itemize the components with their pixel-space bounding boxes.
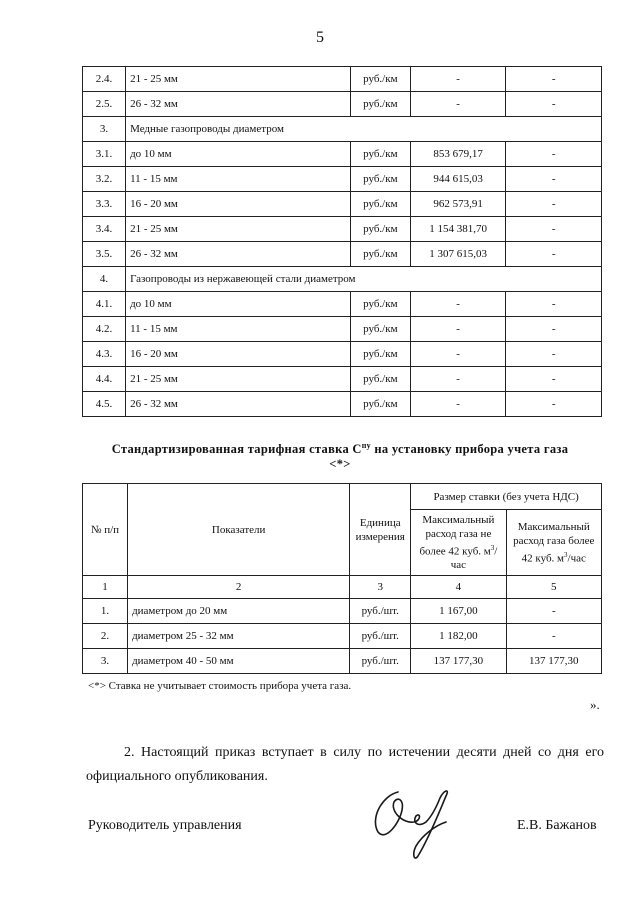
- row-name: диаметром 25 - 32 мм: [128, 624, 350, 649]
- header-unit: Единица измерения: [350, 484, 411, 576]
- row-name: диаметром до 20 мм: [128, 599, 350, 624]
- row-value-2: -: [506, 192, 602, 217]
- row-name: 26 - 32 мм: [126, 92, 351, 117]
- table-row: [83, 217, 602, 242]
- page-number: 5: [316, 29, 324, 46]
- row-value-2: -: [506, 599, 601, 624]
- col-number: 4: [411, 576, 506, 599]
- table-row: [83, 67, 602, 92]
- row-value-1: 1 154 381,70: [410, 217, 506, 242]
- row-name: 16 - 20 мм: [126, 342, 351, 367]
- table-row: [83, 649, 602, 674]
- table-row: [83, 624, 602, 649]
- closing-quote: ».: [590, 697, 600, 712]
- row-unit: руб./км: [350, 92, 410, 117]
- heading-footnote-mark: <*>: [329, 457, 351, 472]
- row-unit: руб./шт.: [350, 599, 411, 624]
- row-name: 16 - 20 мм: [126, 192, 351, 217]
- row-value-1: 1 182,00: [411, 624, 506, 649]
- row-unit: руб./шт.: [350, 624, 411, 649]
- row-num: 3.1.: [83, 142, 126, 167]
- row-value-2: -: [506, 367, 602, 392]
- header-rate-group: Размер ставки (без учета НДС): [411, 484, 602, 510]
- table-row: [83, 142, 602, 167]
- heading-text-pre: Стандартизированная тарифная ставка С: [111, 442, 362, 457]
- row-unit: руб./км: [350, 392, 410, 417]
- row-name: 26 - 32 мм: [126, 242, 351, 267]
- row-num: 1.: [83, 599, 128, 624]
- row-unit: руб./км: [350, 317, 410, 342]
- paragraph-2: 2. Настоящий приказ вступает в силу по истечении десяти дней со дня его официального опубликования.: [86, 745, 604, 784]
- row-num: 2.5.: [83, 92, 126, 117]
- col-number: 2: [128, 576, 350, 599]
- signatory-position: Руководитель управления: [88, 818, 242, 833]
- row-num: 3.4.: [83, 217, 126, 242]
- row-value-1: 137 177,30: [411, 649, 506, 674]
- row-unit: руб./км: [350, 242, 410, 267]
- heading-text-post: на установку прибора учета газа: [370, 442, 569, 457]
- header-col4: [411, 510, 506, 576]
- row-value-2: -: [506, 624, 601, 649]
- table-row: [83, 292, 602, 317]
- row-value-2: -: [506, 242, 602, 267]
- row-name: до 10 мм: [126, 142, 351, 167]
- row-value-2: -: [506, 92, 602, 117]
- row-unit: руб./км: [350, 342, 410, 367]
- row-unit: руб./км: [350, 167, 410, 192]
- row-num: 2.: [83, 624, 128, 649]
- row-value-1: -: [410, 392, 506, 417]
- row-num: 4.4.: [83, 367, 126, 392]
- row-num: 4.3.: [83, 342, 126, 367]
- table-row: [83, 192, 602, 217]
- row-unit: руб./шт.: [350, 649, 411, 674]
- table-row: [83, 367, 602, 392]
- row-num: 3.2.: [83, 167, 126, 192]
- row-value-1: -: [410, 92, 506, 117]
- row-value-2: -: [506, 392, 602, 417]
- row-num: 3.3.: [83, 192, 126, 217]
- row-value-2: -: [506, 167, 602, 192]
- row-value-1: 1 307 615,03: [410, 242, 506, 267]
- row-unit: руб./км: [350, 67, 410, 92]
- row-num: 3.5.: [83, 242, 126, 267]
- row-num: 2.4.: [83, 67, 126, 92]
- row-num: 4.5.: [83, 392, 126, 417]
- row-name: 21 - 25 мм: [126, 367, 351, 392]
- heading-superscript: пу: [361, 441, 371, 450]
- meter-rate-heading: [60, 438, 620, 472]
- header-col4-main: Максимальный расход газа не более 42 куб. м: [419, 513, 495, 558]
- signatory-name: Е.В. Бажанов: [517, 818, 597, 833]
- row-value-2: -: [506, 317, 602, 342]
- table-row: [83, 392, 602, 417]
- row-num: 3.: [83, 649, 128, 674]
- row-value-2: -: [506, 292, 602, 317]
- section-title: Газопроводы из нержавеющей стали диаметром: [126, 267, 602, 292]
- col-number: 3: [350, 576, 411, 599]
- row-value-1: 1 167,00: [411, 599, 506, 624]
- row-unit: руб./км: [350, 217, 410, 242]
- row-unit: руб./км: [350, 142, 410, 167]
- table-row: [83, 599, 602, 624]
- row-value-1: -: [410, 67, 506, 92]
- table-row: [83, 242, 602, 267]
- row-name: 21 - 25 мм: [126, 67, 351, 92]
- row-name: 11 - 15 мм: [126, 167, 351, 192]
- section-title: Медные газопроводы диаметром: [126, 117, 602, 142]
- row-value-1: -: [410, 317, 506, 342]
- row-value-2: -: [506, 342, 602, 367]
- row-name: диаметром 40 - 50 мм: [128, 649, 350, 674]
- column-numbering-row: [83, 576, 602, 599]
- table-row: [83, 92, 602, 117]
- table-row: [83, 167, 602, 192]
- row-num: 4.2.: [83, 317, 126, 342]
- header-col5-sup: 3: [564, 550, 568, 559]
- row-value-1: -: [410, 367, 506, 392]
- row-unit: руб./км: [350, 367, 410, 392]
- row-num: 4.1.: [83, 292, 126, 317]
- row-name: до 10 мм: [126, 292, 351, 317]
- row-value-1: 853 679,17: [410, 142, 506, 167]
- row-name: 26 - 32 мм: [126, 392, 351, 417]
- row-value-1: -: [410, 342, 506, 367]
- row-value-1: 962 573,91: [410, 192, 506, 217]
- table-row: [83, 317, 602, 342]
- header-col5-main: Максимальный расход газа более 42 куб. м: [513, 520, 595, 565]
- header-num: № п/п: [83, 484, 128, 576]
- row-value-2: -: [506, 142, 602, 167]
- section-row: [83, 117, 602, 142]
- row-value-2: 137 177,30: [506, 649, 601, 674]
- meter-rate-table: [82, 483, 602, 674]
- row-num: 4.: [83, 267, 126, 292]
- row-value-1: 944 615,03: [410, 167, 506, 192]
- row-value-2: -: [506, 67, 602, 92]
- col-number: 5: [506, 576, 601, 599]
- pipeline-rates-table: [82, 66, 602, 417]
- row-value-1: -: [410, 292, 506, 317]
- table-row: [83, 342, 602, 367]
- section-row: [83, 267, 602, 292]
- footnote: <*> Ставка не учитывает стоимость прибора учета газа.: [88, 680, 352, 692]
- row-name: 11 - 15 мм: [126, 317, 351, 342]
- row-num: 3.: [83, 117, 126, 142]
- header-col5: [506, 510, 601, 576]
- row-name: 21 - 25 мм: [126, 217, 351, 242]
- col-number: 1: [83, 576, 128, 599]
- row-unit: руб./км: [350, 192, 410, 217]
- header-col4-sup: 3: [490, 543, 495, 552]
- header-indicators: Показатели: [128, 484, 350, 576]
- row-value-2: -: [506, 217, 602, 242]
- row-unit: руб./км: [350, 292, 410, 317]
- header-col5-tail: /час: [567, 552, 586, 565]
- handwritten-signature: [360, 782, 470, 862]
- header-col4-tail: /час: [450, 545, 498, 572]
